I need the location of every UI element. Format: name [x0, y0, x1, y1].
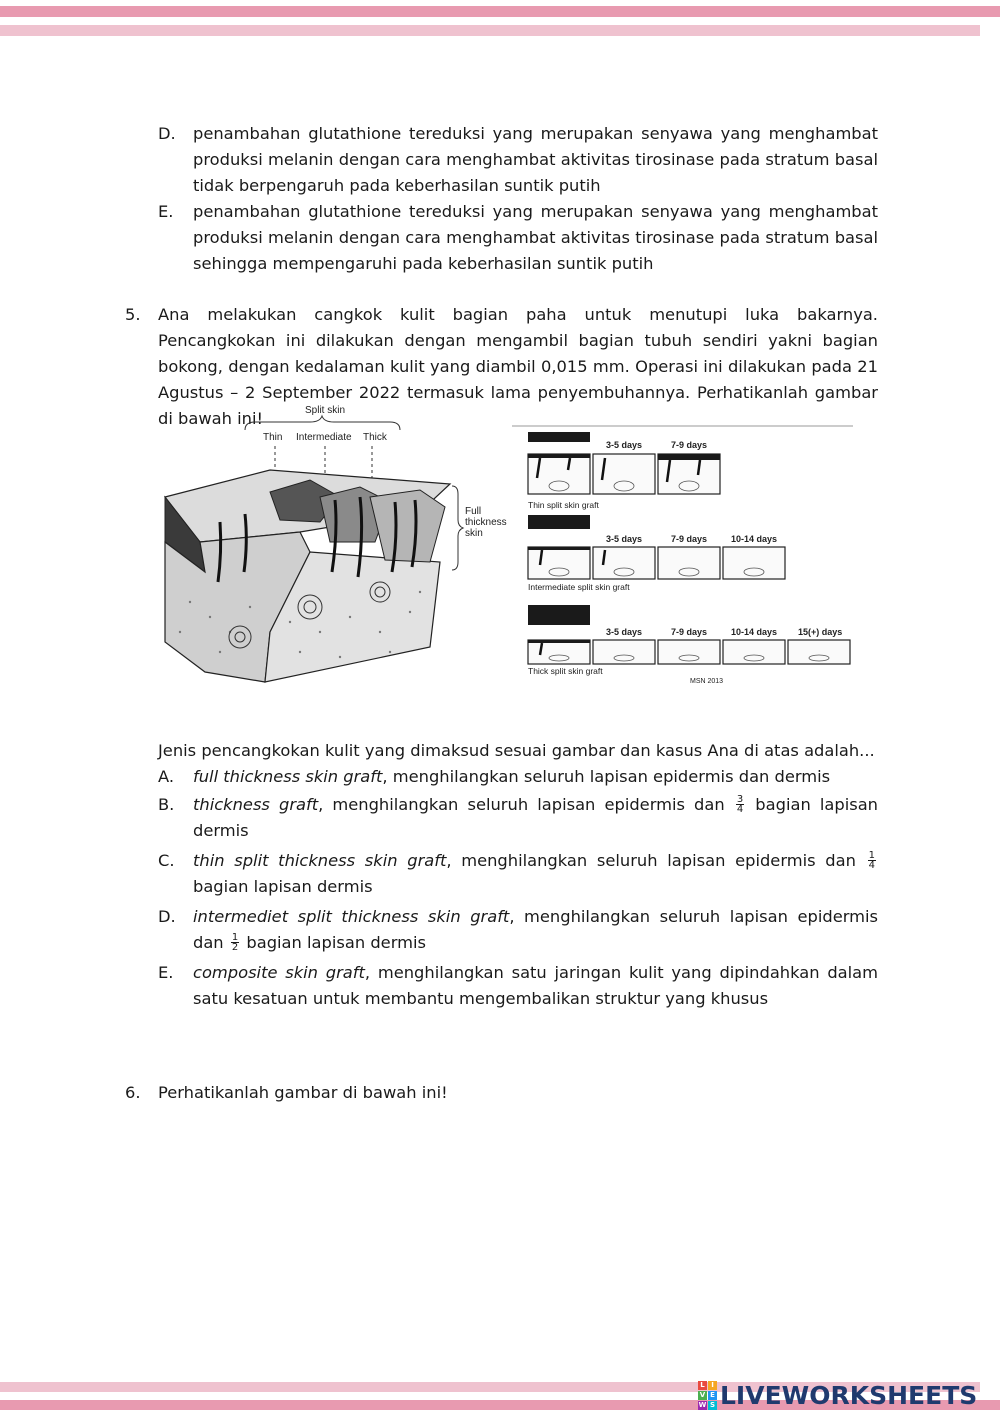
option-description: , menghilangkan seluruh lapisan epidermis dan [446, 851, 856, 870]
option-text: penambahan glutathione tereduksi yang merupakan senyawa yang menghambat produksi melanin dengan cara menghambat aktivitas tirosinase pada stratum basal sehingga mempengaruhi pada keberhasilan suntik putih [193, 202, 878, 273]
thick-graft-caption: Thick split skin graft [528, 666, 603, 676]
row3-days-10-14: 10-14 days [731, 627, 778, 637]
liveworksheets-logo[interactable] [698, 1378, 977, 1412]
option-description-end: bagian lapisan dermis [246, 933, 426, 952]
healing-timeline-illustration [510, 420, 855, 695]
figure-credit: MSN 2013 [690, 678, 724, 685]
question-6 [125, 1080, 878, 1106]
q5-option-c [158, 848, 878, 900]
q5-option-d [158, 904, 878, 956]
option-term: full thickness skin graft [193, 767, 383, 786]
row3-days-7-9: 7-9 days [671, 627, 708, 637]
option-text [193, 764, 878, 790]
row1-days-7-9: 7-9 days [671, 440, 708, 450]
option-description-end: bagian lapisan dermis [193, 877, 373, 896]
option-description-end: bagian lapisan dermis [193, 795, 878, 840]
logo-mark-icon: L I V E W S [698, 1380, 716, 1409]
option-term: intermediet split thickness skin graft [193, 907, 510, 926]
option-description: , menghilangkan seluruh lapisan epidermis dan [318, 795, 725, 814]
option-term: thickness graft [193, 795, 319, 814]
thin-graft-caption: Thin split skin graft [528, 500, 599, 510]
option-letter: C. [158, 851, 175, 870]
option-letter: B. [158, 795, 175, 814]
skin-graft-depth-diagram [160, 402, 510, 692]
question-number: 6. [125, 1083, 141, 1102]
intermediate-label: Intermediate [296, 432, 352, 443]
q5-option-a [158, 764, 878, 790]
row2-days-7-9: 7-9 days [671, 534, 708, 544]
logo-text: LIVEWORKSHEETS [720, 1380, 978, 1410]
full-label-2: thickness [465, 517, 507, 528]
option-text [193, 848, 878, 900]
q5-option-b [158, 792, 878, 844]
q4-option-d [158, 121, 878, 199]
q5-prompt: Jenis pencangkokan kulit yang dimaksud sesuai gambar dan kasus Ana di atas adalah... [158, 741, 875, 760]
option-letter: D. [158, 124, 176, 143]
option-text: penambahan glutathione tereduksi yang merupakan senyawa yang menghambat produksi melanin dengan cara menghambat aktivitas tirosinase pada stratum basal tidak berpengaruh pada keberhasilan suntik putih [193, 124, 878, 195]
row1-days-3-5: 3-5 days [606, 440, 643, 450]
option-description: , menghilangkan satu jaringan kulit yang dipindahkan dalam satu kesatuan untuk membantu mengembalikan struktur yang khusus [193, 963, 879, 1008]
q4-option-e [158, 199, 878, 277]
option-term: thin split thickness skin graft [193, 851, 447, 870]
thick-label: Thick [363, 432, 387, 443]
option-description: , menghilangkan seluruh lapisan epidermis dan dermis [382, 767, 831, 786]
option-term: composite skin graft [193, 963, 365, 982]
intermediate-graft-caption: Intermediate split skin graft [528, 582, 630, 592]
row2-days-3-5: 3-5 days [606, 534, 643, 544]
thin-label: Thin [263, 432, 283, 443]
option-letter: E. [158, 963, 174, 982]
header-band-top [0, 6, 1000, 17]
question-stem: Ana melakukan cangkok kulit bagian paha untuk menutupi luka bakarnya. Pencangkokan ini dilakukan dengan mengambil bagian tubuh sendiri yakni bagian bokong, dengan kedalaman kulit yang diambil 0,015 mm. Operasi ini dilakukan pada 21 Agustus – 2 September 2022 termasuk lama penyembuhannya. Perhatikanlah gambar di bawah ini! [158, 305, 878, 428]
fraction: $\frac{1}{4}$ [868, 850, 875, 871]
option-letter: E. [158, 202, 174, 221]
header-band-bottom [0, 25, 980, 36]
full-label-3: skin [465, 528, 483, 539]
option-text [193, 904, 878, 956]
healing-timeline-diagram [510, 420, 855, 695]
option-letter: D. [158, 907, 176, 926]
option-letter: A. [158, 767, 175, 786]
question-number: 5. [125, 305, 141, 324]
option-description: , menghilangkan seluruh lapisan epidermis dan [193, 907, 878, 952]
q5-option-e [158, 960, 878, 1012]
row3-days-3-5: 3-5 days [606, 627, 643, 637]
option-text [193, 792, 878, 844]
row3-days-15-plus: 15(+) days [798, 627, 843, 637]
skin-block-illustration [160, 402, 510, 692]
option-text [193, 960, 878, 1012]
fraction: $\frac{3}{4}$ [736, 794, 744, 815]
split-skin-label: Split skin [305, 405, 346, 416]
fraction: $\frac{1}{2}$ [231, 932, 239, 953]
row2-days-10-14: 10-14 days [731, 534, 778, 544]
full-label-1: Full [465, 506, 482, 517]
question-stem: Perhatikanlah gambar di bawah ini! [158, 1083, 448, 1102]
